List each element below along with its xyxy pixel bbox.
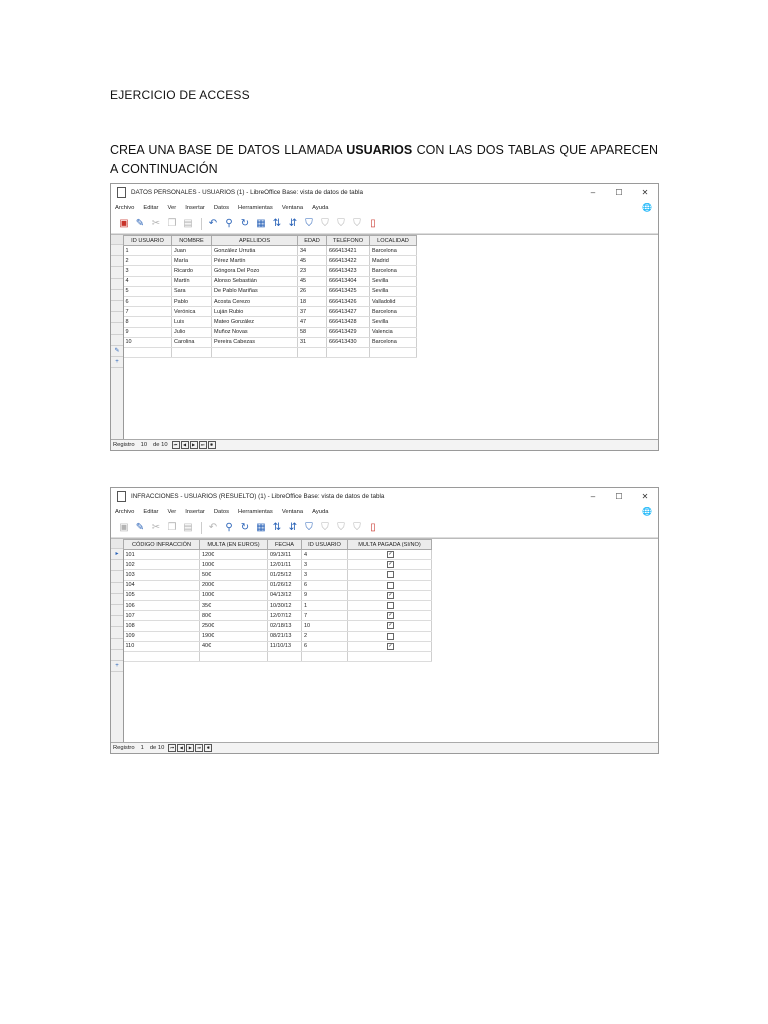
menu-editar[interactable]: Editar	[143, 204, 159, 211]
table-cell[interactable]: 37	[298, 307, 327, 317]
menu-ver[interactable]: Ver	[167, 204, 177, 211]
cut-icon[interactable]: ✂	[151, 522, 161, 533]
paid-checkbox-cell[interactable]	[348, 590, 432, 600]
table-cell[interactable]: 666413429	[327, 327, 370, 337]
column-header[interactable]: APELLIDOS	[212, 236, 298, 246]
save-icon[interactable]: ▣	[119, 218, 129, 229]
table-cell[interactable]: Sevilla	[370, 317, 417, 327]
sort-descending-icon[interactable]: ⇵	[288, 218, 298, 229]
table-cell[interactable]: 45	[298, 256, 327, 266]
table-cell[interactable]: Barcelona	[370, 337, 417, 347]
remove-filter-icon[interactable]: ⛉	[353, 522, 361, 533]
table-cell[interactable]: 3	[302, 560, 348, 570]
document-icon	[117, 491, 126, 502]
table-cell[interactable]: 5	[124, 286, 172, 296]
menu-ventana[interactable]: Ventana	[281, 204, 304, 211]
record-current[interactable]: 1	[140, 745, 144, 751]
form-icon[interactable]: ▦	[256, 522, 266, 533]
table-cell[interactable]: 666413426	[327, 296, 370, 306]
table-cell[interactable]: 120€	[200, 550, 268, 560]
table-cell[interactable]: 9	[124, 327, 172, 337]
table-cell[interactable]	[172, 347, 212, 357]
remove-filter-icon[interactable]: ⛉	[353, 218, 361, 229]
intro-paragraph: CREA UNA BASE DE DATOS LLAMADA USUARIOS CON LAS DOS TABLAS QUE APARECEN A CONTINUACIÓN	[110, 143, 658, 176]
table-cell[interactable]: Madrid	[370, 256, 417, 266]
table-cell[interactable]: Alonso Sebastián	[212, 276, 298, 286]
table-cell[interactable]	[370, 347, 417, 357]
menu-archivo[interactable]: Archivo	[115, 508, 135, 515]
column-header[interactable]: ID USUARIO	[124, 236, 172, 246]
sort-descending-icon[interactable]: ⇵	[288, 522, 298, 533]
title-bar	[111, 184, 658, 201]
table-cell[interactable]: 10/30/12	[268, 600, 302, 610]
table-cell[interactable]: 105	[124, 590, 200, 600]
table-cell[interactable]: 2	[302, 631, 348, 641]
table-row[interactable]	[124, 327, 417, 337]
new-row[interactable]	[124, 347, 417, 357]
column-header[interactable]: MULTA (EN EUROS)	[200, 540, 268, 550]
menu-ventana[interactable]: Ventana	[281, 508, 304, 515]
database-name: USUARIOS	[346, 143, 413, 157]
data-to-text-icon[interactable]: ▯	[370, 522, 376, 533]
document-title: EJERCICIO DE ACCESS	[110, 88, 250, 102]
paid-checkbox-cell[interactable]	[348, 560, 432, 570]
checked-checkbox[interactable]: ✓	[388, 591, 393, 598]
new-row[interactable]	[124, 651, 432, 661]
column-header[interactable]: TELÉFONO	[327, 236, 370, 246]
checked-checkbox[interactable]: ✓	[388, 622, 393, 629]
row-header[interactable]	[111, 650, 123, 661]
table-row[interactable]	[124, 590, 432, 600]
unchecked-checkbox[interactable]	[387, 582, 394, 589]
checked-checkbox[interactable]: ✓	[388, 551, 393, 558]
row-header[interactable]	[111, 571, 123, 582]
table-cell[interactable]: 50€	[200, 570, 268, 580]
table-cell[interactable]: Pereira Cabezas	[212, 337, 298, 347]
table-cell[interactable]: Valencia	[370, 327, 417, 337]
new-record-button[interactable]: ✱	[204, 744, 212, 752]
table-cell[interactable]: Góngora Del Pozo	[212, 266, 298, 276]
table-cell[interactable]: 2	[124, 256, 172, 266]
table-cell[interactable]: 58	[298, 327, 327, 337]
autofilter-icon[interactable]: ⛉	[305, 218, 313, 229]
menu-herramientas[interactable]: Herramientas	[238, 508, 273, 515]
table-cell[interactable]: 666413404	[327, 276, 370, 286]
table-cell[interactable]: Ricardo	[172, 266, 212, 276]
menu-insertar[interactable]: Insertar	[185, 508, 205, 515]
last-record-button[interactable]: ⏭	[195, 744, 203, 752]
table-cell[interactable]: 12/01/11	[268, 560, 302, 570]
save-icon[interactable]: ▣	[119, 522, 129, 533]
record-label: Registro	[113, 442, 135, 448]
table-cell[interactable]: 4	[124, 276, 172, 286]
table-cell[interactable]: 02/18/13	[268, 621, 302, 631]
edit-icon[interactable]: ✎	[135, 218, 145, 229]
table-row[interactable]	[124, 317, 417, 327]
table-cell[interactable]: Juan	[172, 246, 212, 256]
row-header[interactable]	[111, 256, 123, 267]
copy-icon[interactable]: ❐	[167, 218, 177, 229]
table-cell[interactable]: 6	[302, 641, 348, 651]
table-cell[interactable]: 45	[298, 276, 327, 286]
table-cell[interactable]: Luis	[172, 317, 212, 327]
window-datos-personales	[110, 183, 659, 451]
table-cell[interactable]: González Urrutia	[212, 246, 298, 256]
table-cell[interactable]: 08/21/13	[268, 631, 302, 641]
apply-filter-icon[interactable]: ⛉	[321, 218, 329, 229]
table-cell[interactable]: 100€	[200, 590, 268, 600]
table-cell[interactable]: De Pablo Mariñas	[212, 286, 298, 296]
table-cell[interactable]: 11/10/13	[268, 641, 302, 651]
table-cell[interactable]: Martín	[172, 276, 212, 286]
table-cell[interactable]: 6	[124, 296, 172, 306]
globe-icon[interactable]: 🌐	[642, 203, 652, 212]
table-cell[interactable]: Carolina	[172, 337, 212, 347]
paid-checkbox-cell[interactable]	[348, 631, 432, 641]
table-cell[interactable]: 666413427	[327, 307, 370, 317]
table-cell[interactable]: 3	[124, 266, 172, 276]
table-row[interactable]	[124, 570, 432, 580]
table-cell[interactable]: 7	[302, 611, 348, 621]
table-cell[interactable]: 34	[298, 246, 327, 256]
title-bar	[111, 488, 658, 505]
corner-header	[111, 235, 123, 245]
sort-ascending-icon[interactable]: ⇅	[272, 522, 282, 533]
table-row[interactable]	[124, 276, 417, 286]
menu-editar[interactable]: Editar	[143, 508, 159, 515]
paid-checkbox-cell[interactable]	[348, 580, 432, 590]
undo-icon[interactable]: ↶	[208, 218, 218, 229]
row-header[interactable]	[111, 245, 123, 256]
table-row[interactable]	[124, 266, 417, 276]
data-grid	[111, 538, 658, 743]
first-record-button[interactable]: ⏮	[168, 744, 176, 752]
table-cell[interactable]	[327, 347, 370, 357]
paid-checkbox-cell[interactable]	[348, 570, 432, 580]
document-icon	[117, 187, 126, 198]
menu-archivo[interactable]: Archivo	[115, 204, 135, 211]
column-header[interactable]: ID USUARIO	[302, 540, 348, 550]
table-cell[interactable]: Verónica	[172, 307, 212, 317]
table-row[interactable]	[124, 246, 417, 256]
table-cell[interactable]: 666413430	[327, 337, 370, 347]
new-row-icon[interactable]: +	[111, 357, 123, 368]
table-cell[interactable]: 108	[124, 621, 200, 631]
table-cell[interactable]: 190€	[200, 631, 268, 641]
paid-checkbox-cell[interactable]	[348, 611, 432, 621]
table-row[interactable]	[124, 580, 432, 590]
row-header[interactable]	[111, 301, 123, 312]
toolbar	[111, 214, 658, 234]
table-cell[interactable]: 110	[124, 641, 200, 651]
table-cell[interactable]: 18	[298, 296, 327, 306]
table-cell[interactable]: 100€	[200, 560, 268, 570]
table-cell[interactable]: Sevilla	[370, 286, 417, 296]
table-cell[interactable]: 101	[124, 550, 200, 560]
table-row[interactable]	[124, 256, 417, 266]
column-header[interactable]: CÓDIGO INFRACCIÓN	[124, 540, 200, 550]
menu-insertar[interactable]: Insertar	[185, 204, 205, 211]
close-button[interactable]: ✕	[641, 492, 649, 501]
globe-icon[interactable]: 🌐	[642, 507, 652, 516]
table-cell[interactable]	[212, 347, 298, 357]
row-header[interactable]	[111, 312, 123, 323]
row-header[interactable]	[111, 335, 123, 346]
table-row[interactable]	[124, 621, 432, 631]
prev-record-button[interactable]: ◀	[181, 441, 189, 449]
checked-checkbox[interactable]: ✓	[388, 561, 393, 568]
record-current[interactable]: 10	[140, 442, 148, 448]
table-cell[interactable]	[200, 651, 268, 661]
table-cell[interactable]: 666413421	[327, 246, 370, 256]
table-cell[interactable]	[302, 651, 348, 661]
minimize-button[interactable]: –	[590, 492, 596, 501]
table-cell[interactable]: Muñoz Novas	[212, 327, 298, 337]
table-cell[interactable]: 102	[124, 560, 200, 570]
table-row[interactable]	[124, 631, 432, 641]
prev-record-button[interactable]: ◀	[177, 744, 185, 752]
table-cell[interactable]: 666413423	[327, 266, 370, 276]
menu-bar	[111, 201, 658, 214]
table-cell[interactable]: 35€	[200, 600, 268, 610]
table-row[interactable]	[124, 307, 417, 317]
table-cell[interactable]: 109	[124, 631, 200, 641]
table-row[interactable]	[124, 641, 432, 651]
table-cell[interactable]: 01/25/12	[268, 570, 302, 580]
column-header[interactable]: MULTA PAGADA (SI/NO)	[348, 540, 432, 550]
table-cell[interactable]	[124, 347, 172, 357]
row-header[interactable]	[111, 560, 123, 571]
new-row-icon[interactable]: +	[111, 661, 123, 672]
find-icon[interactable]: ⚲	[225, 522, 233, 533]
refresh-icon[interactable]: ↻	[240, 218, 250, 229]
table-cell[interactable]: 200€	[200, 580, 268, 590]
table-row[interactable]	[124, 296, 417, 306]
table-cell[interactable]: 1	[124, 246, 172, 256]
table-row[interactable]	[124, 550, 432, 560]
table-cell[interactable]: 6	[302, 580, 348, 590]
row-edit-icon[interactable]: ✎	[111, 346, 123, 357]
table-datos-personales	[123, 235, 417, 358]
table-cell[interactable]: 666413425	[327, 286, 370, 296]
table-cell[interactable]: 106	[124, 600, 200, 610]
close-button[interactable]: ✕	[641, 188, 649, 197]
menu-ver[interactable]: Ver	[167, 508, 177, 515]
separator	[201, 522, 202, 534]
toolbar	[111, 518, 658, 538]
maximize-button[interactable]: ☐	[615, 188, 623, 197]
row-header[interactable]	[111, 639, 123, 650]
row-header[interactable]	[111, 290, 123, 301]
table-cell[interactable]: 104	[124, 580, 200, 590]
unchecked-checkbox[interactable]	[387, 602, 394, 609]
column-header[interactable]: NOMBRE	[172, 236, 212, 246]
table-cell[interactable]: Barcelona	[370, 266, 417, 276]
row-header[interactable]: ▸	[111, 549, 123, 560]
menu-datos[interactable]: Datos	[213, 508, 230, 515]
table-row[interactable]	[124, 600, 432, 610]
table-infracciones	[123, 539, 432, 662]
table-cell[interactable]: Valladolid	[370, 296, 417, 306]
table-cell[interactable]: 09/13/11	[268, 550, 302, 560]
table-cell[interactable]: Sara	[172, 286, 212, 296]
table-cell[interactable]: 31	[298, 337, 327, 347]
table-row[interactable]	[124, 611, 432, 621]
table-cell[interactable]	[268, 651, 302, 661]
record-total: de 10	[149, 745, 165, 751]
table-cell[interactable]: 4	[302, 550, 348, 560]
unchecked-checkbox[interactable]	[387, 633, 394, 640]
menu-herramientas[interactable]: Herramientas	[238, 204, 273, 211]
table-cell[interactable]: Julio	[172, 327, 212, 337]
sort-ascending-icon[interactable]: ⇅	[272, 218, 282, 229]
row-header[interactable]	[111, 267, 123, 278]
checked-checkbox[interactable]: ✓	[388, 612, 393, 619]
corner-header	[111, 539, 123, 549]
table-cell[interactable]: 107	[124, 611, 200, 621]
row-header[interactable]	[111, 583, 123, 594]
table-cell[interactable]: 23	[298, 266, 327, 276]
table-cell[interactable]: María	[172, 256, 212, 266]
checked-checkbox[interactable]: ✓	[388, 642, 393, 649]
table-cell[interactable]: 1	[302, 600, 348, 610]
row-header[interactable]	[111, 627, 123, 638]
table-cell[interactable]: 8	[124, 317, 172, 327]
table-cell[interactable]	[124, 651, 200, 661]
table-cell[interactable]: Sevilla	[370, 276, 417, 286]
find-icon[interactable]: ⚲	[225, 218, 233, 229]
table-cell[interactable]: Barcelona	[370, 307, 417, 317]
table-cell[interactable]: Pablo	[172, 296, 212, 306]
row-header[interactable]	[111, 594, 123, 605]
table-cell[interactable]: 9	[302, 590, 348, 600]
table-cell[interactable]: 666413428	[327, 317, 370, 327]
table-cell[interactable]: Mateo González	[212, 317, 298, 327]
next-record-button[interactable]: ▶	[190, 441, 198, 449]
table-cell[interactable]	[348, 651, 432, 661]
table-cell[interactable]: 3	[302, 570, 348, 580]
refresh-icon[interactable]: ↻	[240, 522, 250, 533]
row-header[interactable]	[111, 323, 123, 334]
standard-filter-icon[interactable]: ⛉	[337, 522, 345, 533]
data-to-text-icon[interactable]: ▯	[370, 218, 376, 229]
standard-filter-icon[interactable]: ⛉	[337, 218, 345, 229]
last-record-button[interactable]: ⏭	[199, 441, 207, 449]
table-cell[interactable]: Acosta Cerezo	[212, 296, 298, 306]
new-record-button[interactable]: ✱	[208, 441, 216, 449]
row-header[interactable]	[111, 279, 123, 290]
table-cell[interactable]: Pérez Martín	[212, 256, 298, 266]
table-cell[interactable]: 10	[302, 621, 348, 631]
undo-icon[interactable]: ↶	[208, 522, 218, 533]
table-cell[interactable]: 103	[124, 570, 200, 580]
paste-icon[interactable]: ▤	[183, 522, 193, 533]
table-cell[interactable]: Luján Rubio	[212, 307, 298, 317]
menu-ayuda[interactable]: Ayuda	[312, 204, 329, 211]
apply-filter-icon[interactable]: ⛉	[321, 522, 329, 533]
column-header[interactable]: LOCALIDAD	[370, 236, 417, 246]
maximize-button[interactable]: ☐	[615, 492, 623, 501]
paid-checkbox-cell[interactable]	[348, 641, 432, 651]
cut-icon[interactable]: ✂	[151, 218, 161, 229]
paid-checkbox-cell[interactable]	[348, 621, 432, 631]
row-header[interactable]	[111, 616, 123, 627]
table-row[interactable]	[124, 286, 417, 296]
table-row[interactable]	[124, 560, 432, 570]
table-cell[interactable]: Barcelona	[370, 246, 417, 256]
paste-icon[interactable]: ▤	[183, 218, 193, 229]
record-total: de 10	[153, 442, 168, 448]
column-header[interactable]: FECHA	[268, 540, 302, 550]
autofilter-icon[interactable]: ⛉	[305, 522, 313, 533]
menu-datos[interactable]: Datos	[213, 204, 230, 211]
window-title: DATOS PERSONALES - USUARIOS (1) - LibreOffice Base: vista de datos de tabla	[131, 189, 364, 196]
table-cell[interactable]: 80€	[200, 611, 268, 621]
record-status-bar	[111, 439, 658, 450]
table-cell[interactable]: 26	[298, 286, 327, 296]
table-cell[interactable]: 47	[298, 317, 327, 327]
paid-checkbox-cell[interactable]	[348, 600, 432, 610]
table-row[interactable]	[124, 337, 417, 347]
table-cell[interactable]: 40€	[200, 641, 268, 651]
separator	[201, 218, 202, 230]
menu-bar	[111, 505, 658, 518]
next-record-button[interactable]: ▶	[186, 744, 194, 752]
table-cell[interactable]: 250€	[200, 621, 268, 631]
window-title: INFRACCIONES - USUARIOS (RESUELTO) (1) - LibreOffice Base: vista de datos de tabla	[131, 493, 385, 500]
record-status-bar	[111, 742, 658, 753]
paid-checkbox-cell[interactable]	[348, 550, 432, 560]
edit-icon[interactable]: ✎	[135, 522, 145, 533]
table-cell[interactable]: 7	[124, 307, 172, 317]
table-cell[interactable]: 12/07/12	[268, 611, 302, 621]
row-header[interactable]	[111, 605, 123, 616]
form-icon[interactable]: ▦	[256, 218, 266, 229]
copy-icon[interactable]: ❐	[167, 522, 177, 533]
table-cell[interactable]: 666413422	[327, 256, 370, 266]
menu-ayuda[interactable]: Ayuda	[312, 508, 329, 515]
column-header[interactable]: EDAD	[298, 236, 327, 246]
data-grid	[111, 234, 658, 440]
unchecked-checkbox[interactable]	[387, 571, 394, 578]
table-cell[interactable]	[298, 347, 327, 357]
table-cell[interactable]: 04/13/12	[268, 590, 302, 600]
minimize-button[interactable]: –	[590, 188, 596, 197]
table-cell[interactable]: 10	[124, 337, 172, 347]
window-infracciones	[110, 487, 659, 754]
record-label: Registro	[113, 745, 135, 751]
first-record-button[interactable]: ⏮	[172, 441, 180, 449]
table-cell[interactable]: 01/26/12	[268, 580, 302, 590]
